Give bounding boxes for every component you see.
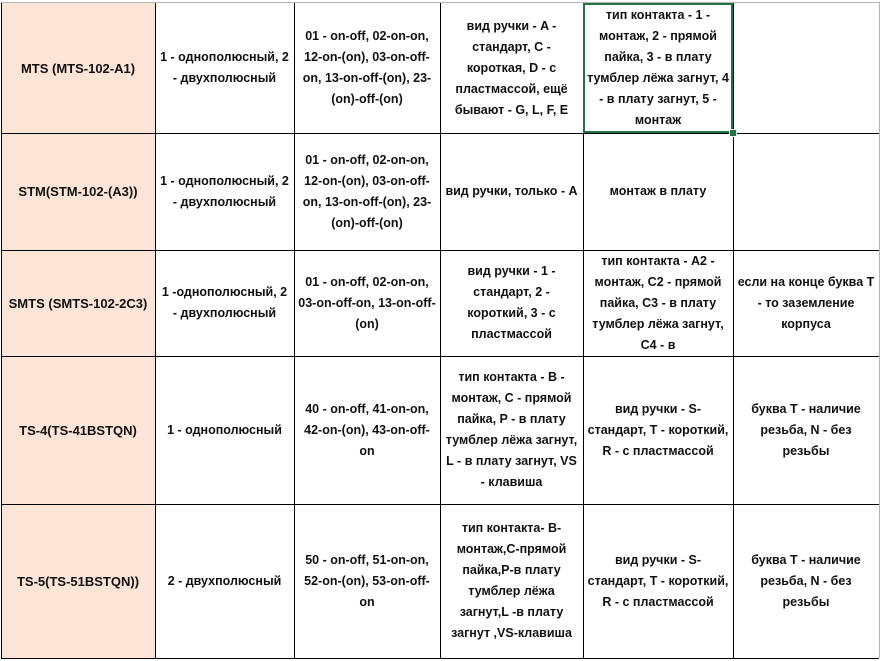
cell-r2-c4[interactable]: вид ручки, только - A [445,184,578,198]
cell-r5-c1[interactable]: TS-5(TS-51BSTQN)) [1,504,155,658]
cell-r3-c6[interactable]: если на конце буква T - то заземление корпуса [737,274,875,331]
cell-r5-c4[interactable]: тип контакта- B-монтаж,C-прямой пайка,P-в плату тумблер лёжа загнут,L -в плату загнут ,VS-клавиша [451,521,572,640]
cell-r2-c6[interactable] [733,133,879,250]
cell-r4-c4[interactable]: тип контакта - B - монтаж, C - прямой пайка, P - в плату тумблер лёжа загнут, L - в плату загнут, VS - клавиша [445,370,578,489]
cell-r2-c5[interactable]: монтаж в плату [609,184,707,198]
fill-handle[interactable] [729,129,737,137]
cell-r3-c5[interactable]: тип контакта - A2 - монтаж, C2 - прямой пайка, C3 - в плату тумблер лёжа загнут, C4 - в [592,253,724,352]
grid-hline [1,658,879,659]
cell-r3-c3[interactable]: 01 - on-off, 02-on-on, 03-on-off-on, 13-on-off-(on) [298,274,436,331]
cell-r4-c2[interactable]: 1 - однополюсный [167,422,282,437]
cell-r4-c5[interactable]: вид ручки - S- стандарт, T - короткий, R - с пластмассой [587,401,729,458]
cell-r1-c5[interactable]: тип контакта - 1 - монтаж, 2 - прямой пайка, 3 - в плату тумблер лёжа загнут, 4 - в плату загнут, 5 - монтаж [587,8,729,127]
cell-r2-c3[interactable]: 01 - on-off, 02-on-on, 12-on-(on), 03-on-off-on, 13-on-off-(on), 23-(on)-off-(on) [302,152,432,230]
grid-hline [1,133,879,134]
grid-vline [294,2,295,658]
cell-r4-c3[interactable]: 40 - on-off, 41-on-on, 42-on-(on), 43-on-off-on [304,401,430,458]
cell-r5-c6[interactable]: буква T - наличие резьба, N - без резьбы [751,552,861,609]
cell-r2-c2[interactable]: 1 - однополюсный, 2 - двухполюсный [160,173,289,209]
cell-r3-c4[interactable]: вид ручки - 1 - стандарт, 2 - короткий, 3 - с пластмассой [467,264,556,341]
grid-hline [1,356,879,357]
grid-hline [1,2,879,3]
grid-hline [1,504,879,505]
grid-vline [583,2,584,658]
cell-r1-c2[interactable]: 1 - однополюсный, 2 - двухполюсный [160,50,289,85]
cell-r3-c1[interactable]: SMTS (SMTS-102-2C3) [1,250,155,356]
cell-r1-c6[interactable] [733,3,879,133]
cell-r4-c6[interactable]: буква T - наличие резьба, N - без резьбы [751,401,861,458]
cell-r5-c5[interactable]: вид ручки - S- стандарт, T - короткий, R - с пластмассой [587,552,729,609]
cell-r5-c2[interactable]: 2 - двухполюсный [167,573,282,588]
grid-hline [1,250,879,251]
cell-r3-c2[interactable]: 1 -однополюсный, 2 - двухполюсный [161,285,288,320]
grid-vline [733,2,734,658]
cell-r4-c1[interactable]: TS-4(TS-41BSTQN) [1,356,155,504]
cell-r1-c4[interactable]: вид ручки - A - стандарт, C - короткая, D - с пластмассой, ещё бывают - G, L, F, E [454,18,569,117]
cell-r2-c1[interactable]: STM(STM-102-(A3)) [1,133,155,250]
grid-vline [155,2,156,658]
grid-vline [1,2,2,658]
cell-r1-c3[interactable]: 01 - on-off, 02-on-on, 12-on-(on), 03-on-off-on, 13-on-off-(on), 23-(on)-off-(on) [302,29,432,106]
cell-r1-c1[interactable]: MTS (MTS-102-A1) [1,3,155,133]
grid-vline [879,2,880,658]
cell-r5-c3[interactable]: 50 - on-off, 51-on-on, 52-on-(on), 53-on-off-on [304,552,430,609]
grid-vline [440,2,441,658]
